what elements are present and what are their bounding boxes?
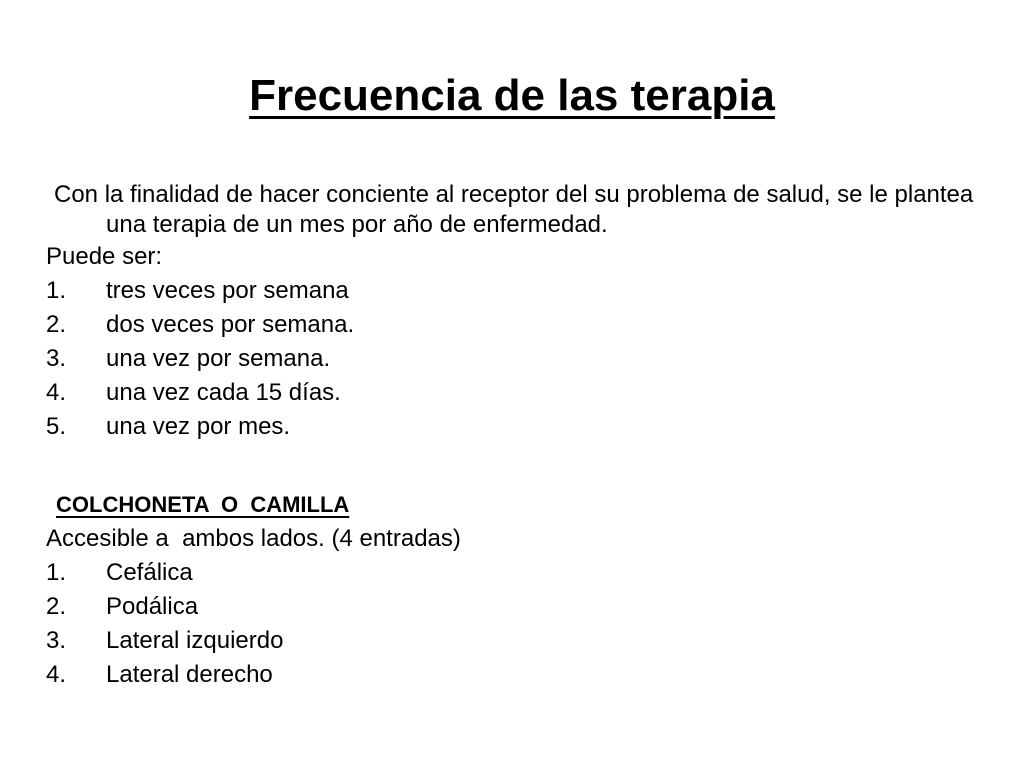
list-number: 2. bbox=[46, 593, 67, 620]
list-number: 3. bbox=[46, 627, 67, 654]
list-item bbox=[46, 376, 986, 410]
options-label: Puede ser: bbox=[46, 243, 163, 270]
list-number: 5. bbox=[46, 413, 67, 440]
list-text: tres veces por semana bbox=[106, 277, 349, 304]
slide-body bbox=[46, 180, 986, 692]
list-number: 4. bbox=[46, 379, 67, 406]
list-text: una vez cada 15 días. bbox=[106, 379, 341, 406]
entry-list bbox=[46, 556, 986, 692]
list-item bbox=[46, 410, 986, 444]
list-number: 1. bbox=[46, 559, 67, 586]
list-number: 4. bbox=[46, 661, 67, 688]
list-text: una vez por semana. bbox=[106, 345, 331, 372]
slide-title: Frecuencia de las terapia bbox=[249, 71, 775, 120]
list-text: dos veces por semana. bbox=[106, 311, 355, 338]
list-item bbox=[46, 342, 986, 376]
list-text: una vez por mes. bbox=[106, 413, 291, 440]
list-item bbox=[46, 556, 986, 590]
list-item bbox=[46, 590, 986, 624]
list-item bbox=[46, 624, 986, 658]
list-number: 1. bbox=[46, 277, 67, 304]
access-text: Accesible a ambos lados. (4 entradas) bbox=[46, 525, 461, 552]
section-heading: COLCHONETA O CAMILLA bbox=[56, 492, 350, 517]
spacer bbox=[46, 444, 986, 488]
list-text: Lateral derecho bbox=[106, 661, 273, 688]
list-text: Podálica bbox=[106, 593, 199, 620]
list-text: Lateral izquierdo bbox=[106, 627, 284, 654]
list-item bbox=[46, 658, 986, 692]
list-item bbox=[46, 308, 986, 342]
list-number: 3. bbox=[46, 345, 67, 372]
list-text: Cefálica bbox=[106, 559, 193, 586]
list-item bbox=[46, 274, 986, 308]
list-number: 2. bbox=[46, 311, 67, 338]
frequency-list bbox=[46, 274, 986, 444]
intro-paragraph: Con la finalidad de hacer conciente al receptor del su problema de salud, se le plantea una terapia de un mes por año de enfermedad. bbox=[54, 181, 974, 238]
